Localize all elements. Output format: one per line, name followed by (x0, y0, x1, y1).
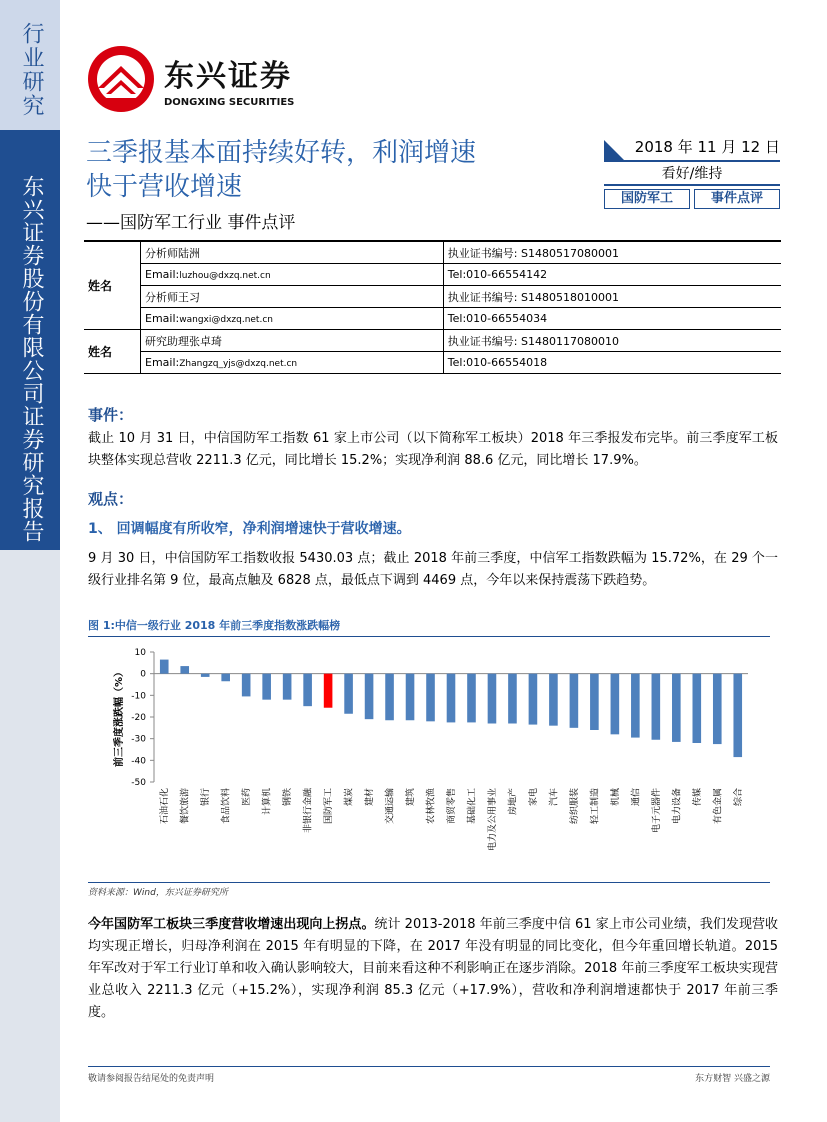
analyst-contact-row (84, 264, 781, 286)
x-tick-label: 农林牧渔 (426, 788, 437, 825)
x-tick-label: 电力设备 (672, 788, 683, 825)
bar-6 (283, 674, 292, 700)
bar-5 (262, 674, 271, 700)
x-tick-label: 餐饮旅游 (180, 788, 191, 825)
figure-caption: 图 1:中信一级行业 2018 年前三季度指数涨跌幅榜 (88, 617, 770, 637)
report-date-row (604, 136, 780, 162)
analyst-contact-row (84, 308, 781, 330)
bar-25 (672, 674, 681, 742)
x-tick-label: 计算机 (262, 788, 273, 816)
bar-8 (324, 674, 333, 708)
figure-source: 资料来源：Wind，东兴证券研究所 (88, 882, 770, 898)
report-title (86, 136, 566, 204)
conclusion-lead: 今年国防军工板块三季度营收增速出现向上拐点。 (88, 917, 375, 932)
conclusion-body: 统计 2013-2018 年前三季度中信 61 家上市公司业绩，我们发现营收均实现正增长，归母净利润在 2015 年有明显的下降，在 2017 年没有明显的同比变化，但今年重回增长轨道。2015 年军改对于军工行业订单和收入确认影响较大，目前来看这种不利影响正在逐步消除。2018 年前三季度军工板块实现营业总收入 2211.3 亿元（+15.2%），实现净利润 85.3 亿元（+17.9%），营收和净利润增速都快于 2017 年前三季度。 (88, 917, 778, 1020)
corner-triangle-icon (604, 140, 624, 160)
bar-15 (467, 674, 476, 723)
analyst-row (84, 241, 781, 264)
analyst-email[interactable]: Email:luzhou@dxzq.net.cn (141, 264, 444, 286)
bar-23 (631, 674, 640, 738)
analyst-cert: 执业证书编号: S1480518010001 (443, 286, 781, 308)
sidebar-category: 行业研究 (19, 22, 44, 118)
x-tick-label: 轻工制造 (590, 788, 601, 825)
x-tick-label: 交通运输 (385, 788, 396, 825)
analyst-email[interactable]: Email:wangxi@dxzq.net.cn (141, 308, 444, 330)
bar-2 (201, 674, 210, 677)
bar-3 (221, 674, 230, 682)
bar-1 (180, 666, 189, 674)
analyst-name: 研究助理张卓琦 (141, 330, 444, 352)
x-tick-label: 国防军工 (324, 788, 335, 825)
x-tick-label: 煤炭 (344, 788, 355, 807)
bar-21 (590, 674, 599, 730)
analyst-table (84, 240, 781, 374)
sidebar-grey-band (0, 550, 60, 1122)
x-tick-label: 石油石化 (160, 788, 171, 825)
event-text: 截止 10 月 31 日，中信国防军工指数 61 家上市公司（以下简称军工板块）2018 年三季报发布完毕。前三季度军工板块整体实现总营收 2211.3 亿元，同比增长 15.2%；实现净利润 88.6 亿元，同比增长 17.9%。 (88, 431, 778, 468)
rating: 看好/维持 (604, 164, 780, 186)
bar-17 (508, 674, 517, 724)
x-tick-label: 非银行金融 (303, 788, 314, 834)
x-tick-label: 医药 (242, 788, 253, 807)
x-tick-label: 家电 (528, 788, 539, 807)
x-tick-label: 钢铁 (283, 788, 294, 807)
logo-cn: 东兴证券 (164, 58, 292, 94)
report-date: 2018 年 11 月 12 日 (634, 138, 780, 156)
sidebar-firm-report: 东兴证券股份有限公司证券研究报告 (19, 175, 44, 543)
y-tick-label: 10 (134, 648, 146, 658)
bar-10 (365, 674, 374, 720)
bar-chart (88, 640, 770, 880)
analyst-row (84, 330, 781, 352)
tag-report-type: 事件点评 (694, 189, 780, 209)
bar-7 (303, 674, 312, 707)
bar-18 (529, 674, 538, 725)
bar-19 (549, 674, 558, 726)
point-1-text: 9 月 30 日，中信国防军工指数收报 5430.03 点；截止 2018 年前三季度，中信军工指数跌幅为 15.72%，在 29 个一级行业排名第 9 位，最高点触及 6828 点，最低点下调到 4469 点，今年以来保持震荡下跌趋势。 (88, 551, 778, 588)
x-tick-label: 综合 (733, 788, 744, 807)
x-labels (158, 787, 744, 851)
analyst-name: 分析师陆洲 (141, 241, 444, 264)
y-tick-label: -20 (131, 713, 146, 723)
rating-box (604, 136, 780, 209)
x-tick-label: 有色金属 (713, 788, 724, 825)
views-heading: 观点： (88, 490, 134, 508)
tag-industry: 国防军工 (604, 189, 690, 209)
title-line-1: 三季报基本面持续好转，利润增速 (86, 138, 477, 168)
x-tick-label: 商贸零售 (447, 788, 457, 825)
title-line-2: 快于营收增速 (86, 172, 243, 202)
y-tick-label: -50 (131, 778, 146, 788)
bar-28 (733, 674, 742, 757)
chart-ylabel: 前三季度涨跌幅（%） (114, 666, 125, 768)
x-tick-label: 基础化工 (467, 788, 478, 825)
event-heading: 事件： (88, 406, 134, 424)
bar-12 (406, 674, 415, 721)
logo-en: DONGXING SECURITIES (164, 96, 295, 108)
y-tick-label: 0 (140, 669, 146, 680)
analyst-cert: 执业证书编号: S1480517080001 (443, 241, 781, 264)
analyst-tel: Tel:010-66554034 (443, 308, 781, 330)
bar-4 (242, 674, 251, 697)
x-tick-label: 传媒 (692, 788, 703, 807)
analyst-name: 分析师王习 (141, 286, 444, 308)
x-tick-label: 银行 (201, 788, 212, 807)
y-tick-label: -30 (131, 734, 146, 745)
point-1-heading: 1、 回调幅度有所收窄，净利润增速快于营收增速。 (88, 521, 411, 537)
conclusion-text (88, 914, 778, 1024)
x-tick-label: 机械 (610, 788, 621, 807)
bar-20 (570, 674, 579, 728)
bar-13 (426, 674, 435, 722)
x-tick-label: 食品饮料 (221, 788, 232, 825)
x-tick-label: 电子元器件 (651, 788, 662, 834)
dongxing-logo-icon (86, 44, 156, 114)
analyst-label: 姓名 (84, 330, 141, 374)
bar-22 (611, 674, 620, 735)
x-tick-label: 通信 (631, 788, 642, 807)
bar-14 (447, 674, 456, 723)
bar-11 (385, 674, 394, 721)
footer (88, 1066, 770, 1084)
analyst-contact-row (84, 352, 781, 374)
analyst-cert: 执业证书编号: S1480117080010 (443, 330, 781, 352)
bar-27 (713, 674, 722, 744)
report-subtitle: ——国防军工行业 事件点评 (86, 213, 296, 233)
bar-9 (344, 674, 353, 714)
y-tick-label: -40 (131, 756, 146, 767)
x-tick-label: 建筑 (406, 788, 417, 807)
bar-16 (488, 674, 497, 724)
analyst-email[interactable]: Email:Zhangzq_yjs@dxzq.net.cn (141, 352, 444, 374)
bar-24 (652, 674, 661, 740)
x-tick-label: 建材 (365, 788, 376, 807)
x-tick-label: 汽车 (549, 788, 560, 807)
analyst-tel: Tel:010-66554018 (443, 352, 781, 374)
footer-slogan: 东方财智 兴盛之源 (695, 1074, 770, 1084)
x-tick-label: 纺织服装 (569, 788, 580, 825)
footer-disclaimer[interactable]: 敬请参阅报告结尾处的免责声明 (88, 1074, 215, 1084)
bar-0 (160, 660, 169, 674)
analyst-row (84, 286, 781, 308)
x-tick-label: 电力及公用事业 (487, 788, 498, 852)
bar-26 (692, 674, 701, 743)
y-tick-label: -10 (131, 691, 146, 702)
bars (160, 660, 742, 758)
analyst-tel: Tel:010-66554142 (443, 264, 781, 286)
x-tick-label: 房地产 (508, 788, 519, 816)
analyst-label: 姓名 (84, 241, 141, 330)
logo (86, 44, 294, 114)
